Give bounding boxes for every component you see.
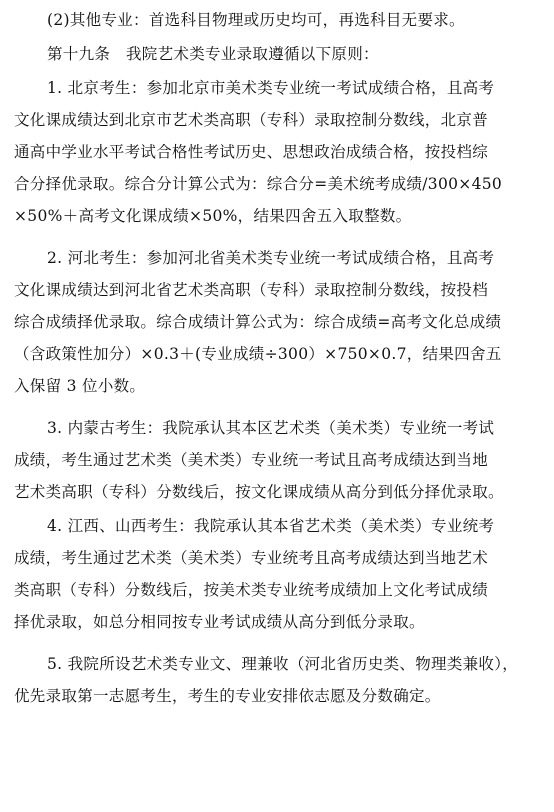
text-line: 艺术类高职（专科）分数线后，按文化课成绩从高分到低分择优录取。 [14, 483, 504, 501]
text-line: （含政策性加分）×0.3＋(专业成绩÷300）×750×0.7，结果四舍五 [14, 345, 502, 363]
paragraph-jiangxi-shanxi [14, 510, 542, 638]
document-body [14, 4, 542, 712]
paragraph-article-19 [14, 38, 542, 70]
text-line: 4. 江西、山西考生：我院承认其本省艺术类（美术类）专业统考 [47, 517, 495, 535]
text-line: 文化课成绩达到河北省艺术类高职（专科）录取控制分数线，按投档 [14, 281, 489, 299]
text-line: 3. 内蒙古考生：我院承认其本区艺术类（美术类）专业统一考试 [47, 419, 495, 437]
text-line: 优先录取第一志愿考生，考生的专业安排依志愿及分数确定。 [14, 687, 441, 705]
text-line: 5. 我院所设艺术类专业文、理兼收（河北省历史类、物理类兼收）， [47, 655, 519, 673]
text-line: 择优录取，如总分相同按专业考试成绩从高分到低分录取。 [14, 613, 425, 631]
text-line: 通高中学业水平考试合格性考试历史、思想政治成绩合格，按投档综 [14, 143, 489, 161]
text-line: 综合成绩择优录取。综合成绩计算公式为：综合成绩=高考文化总成绩 [14, 313, 502, 331]
paragraph-other-majors [14, 4, 542, 36]
paragraph-hebei [14, 242, 542, 402]
text-line: 合分择优录取。综合分计算公式为：综合分=美术统考成绩/300×450 [14, 175, 503, 193]
paragraph-beijing [14, 72, 542, 232]
text-line: 1. 北京考生：参加北京市美术类专业统一考试成绩合格，且高考 [47, 79, 495, 97]
text-line: 2. 河北考生：参加河北省美术类专业统一考试成绩合格，且高考 [47, 249, 495, 267]
text-line: 入保留 3 位小数。 [14, 377, 146, 395]
text-line: 文化课成绩达到北京市艺术类高职（专科）录取控制分数线，北京普 [14, 111, 489, 129]
paragraph-inner-mongolia [14, 412, 542, 508]
text-line: 成绩，考生通过艺术类（美术类）专业统一考试且高考成绩达到当地 [14, 451, 489, 469]
article-heading: 第十九条 我院艺术类专业录取遵循以下原则： [47, 45, 379, 63]
text-line: 类高职（专科）分数线后，按美术类专业统考成绩加上文化考试成绩 [14, 581, 489, 599]
text-line: 成绩，考生通过艺术类（美术类）专业统考且高考成绩达到当地艺术 [14, 549, 489, 567]
text-line: ×50%＋高考文化课成绩×50%，结果四舍五入取整数。 [14, 207, 412, 225]
paragraph-liberal-science [14, 648, 542, 712]
text-line: (2)其他专业：首选科目物理或历史均可，再选科目无要求。 [47, 11, 465, 29]
